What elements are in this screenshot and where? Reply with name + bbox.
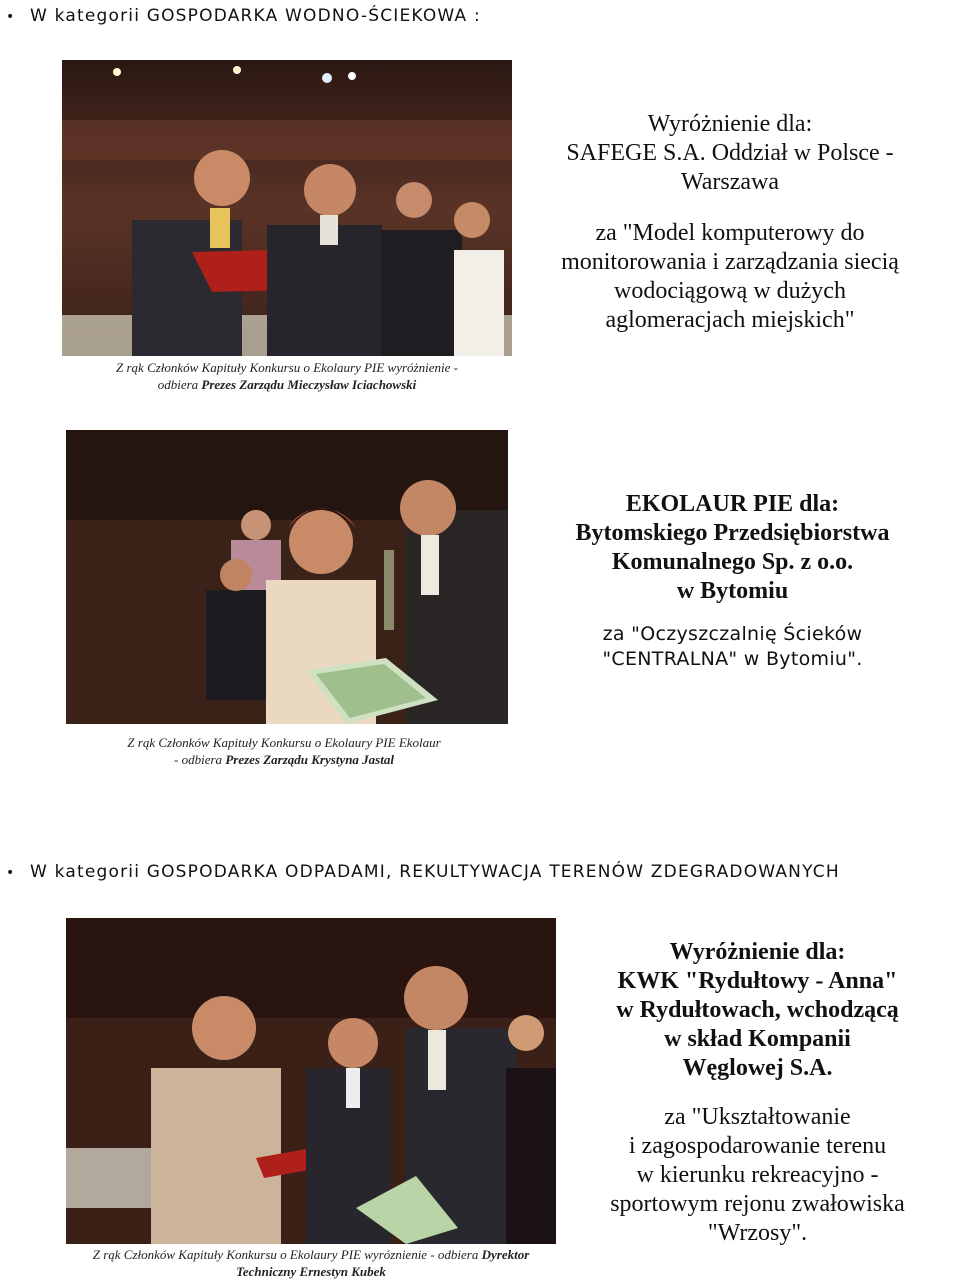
award-description-line: "Wrzosy". <box>707 1220 808 1246</box>
caption-text: Z rąk Członków Kapituły Konkursu o Ekolaury PIE wyróznienie - odbiera <box>92 1247 479 1262</box>
award-description-line: w kierunku rekreacyjno - <box>636 1162 879 1188</box>
award-description-line: aglomeracjach miejskich" <box>605 307 855 333</box>
ceremony-photo-image <box>62 60 512 356</box>
award-title: Wyróżnienie dla: <box>647 111 813 137</box>
caption-recipient: Dyrektor <box>481 1247 530 1262</box>
caption-recipient: Prezes Zarządu Mieczysław Iciachowski <box>201 377 417 392</box>
award-recipient-line: Węglowej S.A. <box>682 1055 833 1081</box>
award-photo-rydultowy <box>66 918 556 1244</box>
award-recipient: KWK "Rydułtowy - Anna" <box>617 968 898 994</box>
section-heading-text: W kategorii GOSPODARKA ODPADAMI, REKULTYWACJA TERENÓW ZDEGRADOWANYCH <box>30 862 840 882</box>
award-description <box>530 219 930 335</box>
photo-caption-rydultowy <box>56 1246 566 1280</box>
section-heading-waste <box>0 862 840 882</box>
caption-recipient-2: Techniczny Ernestyn Kubek <box>236 1264 386 1279</box>
photo-caption-bytom <box>66 734 502 768</box>
award-recipient-line: Komunalnego Sp. z o.o. <box>611 549 854 575</box>
caption-text-2: - odbiera <box>174 752 223 767</box>
bullet-icon: • <box>6 9 16 25</box>
award-description-line: za "Ukształtowanie <box>664 1104 851 1130</box>
caption-text-2: odbiera <box>157 377 199 392</box>
award-text-bytom <box>540 490 925 672</box>
photo-caption-safege <box>62 359 512 393</box>
award-description-line: wodociągową w dużych <box>614 278 846 304</box>
award-recipient-line: w skład Kompanii <box>664 1026 851 1052</box>
award-recipient: SAFEGE S.A. Oddział w Polsce - <box>566 140 894 166</box>
caption-text: Z rąk Członków Kapituły Konkursu o Ekolaury PIE Ekolaur <box>127 735 441 750</box>
caption-recipient: Prezes Zarządu Krystyna Jastal <box>225 752 394 767</box>
award-recipient-line: w Rydułtowach, wchodzącą <box>616 997 899 1023</box>
award-title: EKOLAUR PIE dla: <box>625 491 840 517</box>
award-recipient-city: Warszawa <box>680 169 779 195</box>
award-description <box>580 1103 935 1248</box>
bullet-icon: • <box>6 865 16 881</box>
award-title: Wyróżnienie dla: <box>669 939 846 965</box>
section-heading-text: W kategorii GOSPODARKA WODNO-ŚCIEKOWA : <box>30 6 481 26</box>
award-text-rydultowy <box>580 938 935 1248</box>
ceremony-photo-image <box>66 918 556 1244</box>
section-heading-water <box>0 6 481 26</box>
award-description-line: za "Oczyszczalnię Ścieków <box>602 623 863 645</box>
award-photo-safege <box>62 60 512 356</box>
caption-text: Z rąk Członków Kapituły Konkursu o Ekolaury PIE wyróżnienie - <box>116 360 458 375</box>
award-description-line: i zagospodarowanie terenu <box>628 1133 887 1159</box>
award-description-line: "CENTRALNA" w Bytomiu". <box>602 648 863 670</box>
ceremony-photo-image <box>66 430 508 724</box>
award-description <box>540 622 925 672</box>
award-description-line: za "Model komputerowy do <box>595 220 865 246</box>
award-description-line: sportowym rejonu zwałowiska <box>610 1191 905 1217</box>
award-photo-bytom <box>66 430 508 724</box>
award-recipient-city: w Bytomiu <box>676 578 789 604</box>
award-text-safege <box>530 110 930 335</box>
award-description-line: monitorowania i zarządzania siecią <box>561 249 899 275</box>
award-recipient: Bytomskiego Przedsiębiorstwa <box>575 520 890 546</box>
